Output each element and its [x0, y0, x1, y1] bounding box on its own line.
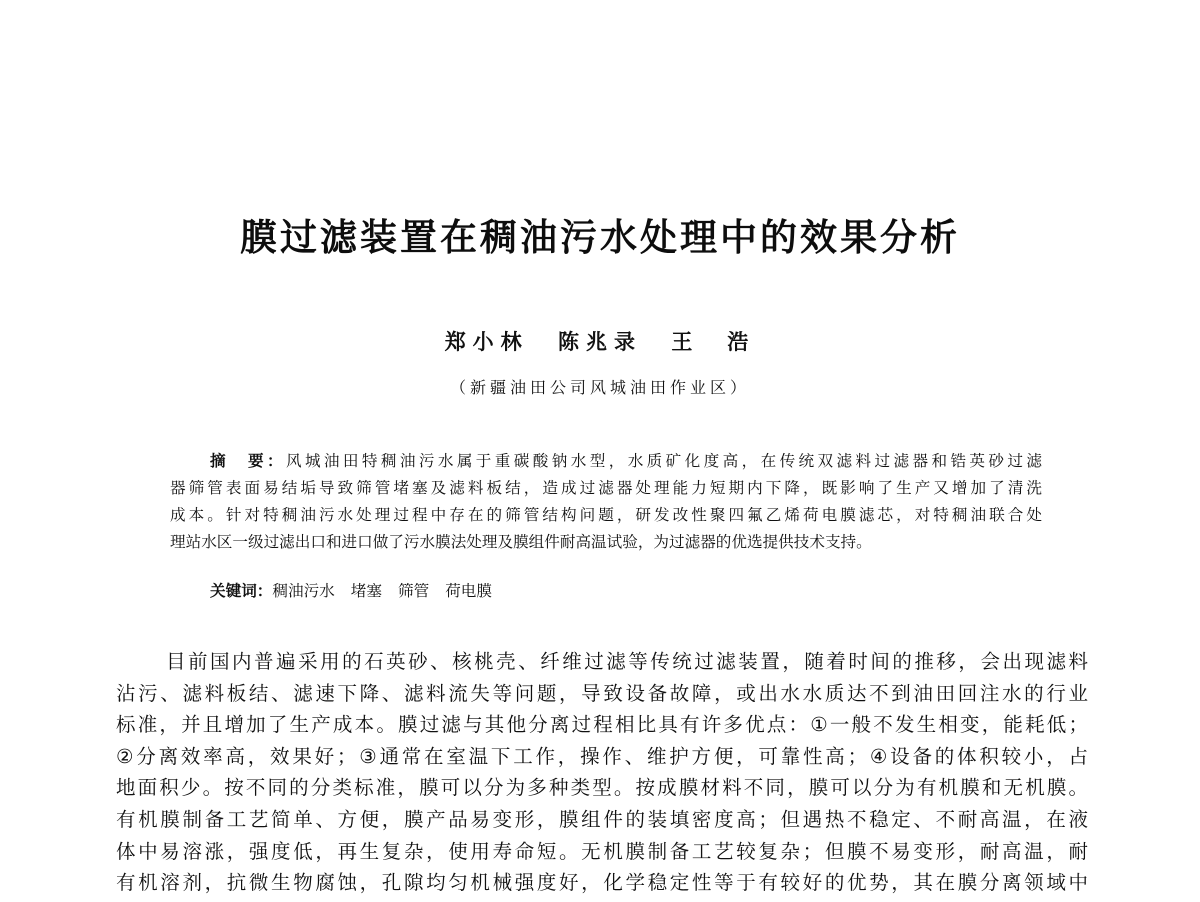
body-paragraph	[116, 646, 1088, 899]
author-affiliation: （新疆油田公司风城油田作业区）	[449, 378, 750, 397]
body-line: 沾污、滤料板结、滤速下降、滤料流失等问题，导致设备故障，或出水水质达不到油田回注水的行业	[116, 681, 1088, 705]
keyword: 筛管	[397, 582, 430, 600]
keywords	[210, 578, 508, 605]
keywords-label: 关键词：	[210, 582, 273, 600]
keyword: 稠油污水	[272, 582, 335, 600]
abstract-line: 理站水区一级过滤出口和进口做了污水膜法处理及膜组件耐高温试验，为过滤器的优选提供技术支持。	[170, 533, 872, 551]
author-name: 郑小林	[444, 329, 529, 354]
abstract-line: 成本。针对特稠油污水处理过程中存在的筛管结构问题，研发改性聚四氟乙烯荷电膜滤芯，对特稠油联合处	[170, 506, 1042, 524]
body-line: 目前国内普遍采用的石英砂、核桃壳、纤维过滤等传统过滤装置，随着时间的推移，会出现滤料	[166, 650, 1088, 673]
author-name: 王 浩	[671, 329, 756, 354]
abstract	[170, 448, 1042, 556]
abstract-label: 摘 要：	[210, 452, 286, 470]
paper-title: 膜过滤装置在稠油污水处理中的效果分析	[240, 216, 960, 259]
keyword: 荷电膜	[445, 582, 492, 600]
body-line: 有机膜制备工艺简单、方便，膜产品易变形，膜组件的装填密度高；但遇热不稳定、不耐高温，在液	[116, 807, 1088, 831]
body-line: 标准，并且增加了生产成本。膜过滤与其他分离过程相比具有许多优点：①一般不发生相变，能耗低；	[116, 713, 1088, 737]
keyword: 堵塞	[350, 582, 382, 600]
abstract-line: 器筛管表面易结垢导致筛管堵塞及滤料板结，造成过滤器处理能力短期内下降，既影响了生产又增加了清洗	[170, 479, 1042, 497]
body-line: 有机溶剂，抗微生物腐蚀，孔隙均匀机械强度好，化学稳定性等于有较好的优势，其在膜分离领域中	[116, 871, 1088, 895]
author-list	[0, 328, 1200, 356]
body-line: 地面积少。按不同的分类标准，膜可以分为多种类型。按成膜材料不同，膜可以分为有机膜和无机膜。	[116, 776, 1088, 800]
author-name: 陈兆录	[558, 329, 642, 354]
body-line: 体中易溶涨，强度低，再生复杂，使用寿命短。无机膜制备工艺较复杂；但膜不易变形，耐高温，耐	[116, 839, 1088, 863]
body-line: ②分离效率高，效果好；③通常在室温下工作，操作、维护方便，可靠性高；④设备的体积较小，占	[116, 744, 1088, 768]
abstract-line: 摘 要：风城油田特稠油污水属于重碳酸钠水型，水质矿化度高，在传统双滤料过滤器和锆英砂过滤	[210, 452, 1042, 470]
